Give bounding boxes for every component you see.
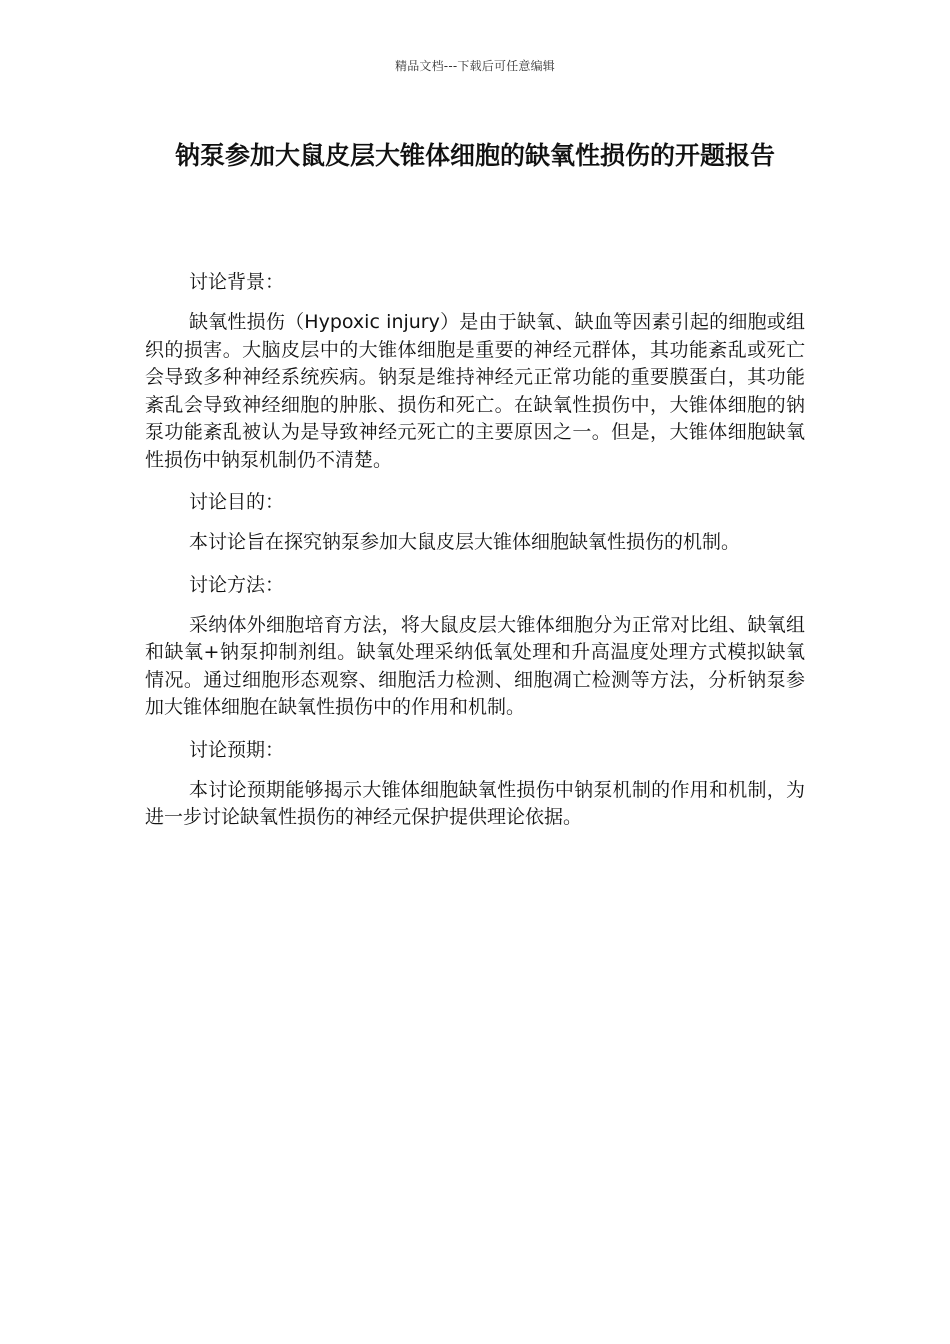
- section-paragraph: 采纳体外细胞培育方法，将大鼠皮层大锥体细胞分为正常对比组、缺氧组和缺氧+钠泵抑制剂组。缺氧处理采纳低氧处理和升高温度处理方式模拟缺氧情况。通过细胞形态观察、细胞活力检测、细胞凋亡检测等方法，分析钠泵参加大锥体细胞在缺氧性损伤中的作用和机制。: [145, 613, 805, 718]
- section-heading: 讨论方法：: [189, 573, 285, 596]
- section-methods: [145, 571, 805, 722]
- section-heading: 讨论背景：: [189, 271, 285, 293]
- section-objective: [145, 488, 805, 557]
- section-heading: 讨论预期：: [189, 738, 285, 761]
- document-body: [145, 268, 805, 846]
- section-paragraph: 缺氧性损伤（Hypoxic injury）是由于缺氧、缺血等因素引起的细胞或组织的损害。大脑皮层中的大锥体细胞是重要的神经元群体，其功能紊乱或死亡会导致多种神经系统疾病。钠泵是维持神经元正常功能的重要膜蛋白，其功能紊乱会导致神经细胞的肿胀、损伤和死亡。在缺氧性损伤中，大锥体细胞的钠泵功能紊乱被认为是导致神经元死亡的主要原因之一。但是，大锥体细胞缺氧性损伤中钠泵机制仍不清楚。: [145, 311, 805, 471]
- section-paragraph: 本讨论预期能够揭示大锥体细胞缺氧性损伤中钠泵机制的作用和机制，为进一步讨论缺氧性损伤的神经元保护提供理论依据。: [145, 778, 805, 828]
- section-background: [145, 268, 805, 474]
- section-expectations: [145, 736, 805, 832]
- section-heading: 讨论目的：: [189, 491, 285, 513]
- document-title: 钠泵参加大鼠皮层大锥体细胞的缺氧性损伤的开题报告: [174, 141, 775, 170]
- page-header-watermark: 精品文档---下载后可任意编辑: [395, 59, 555, 73]
- section-paragraph: 本讨论旨在探究钠泵参加大鼠皮层大锥体细胞缺氧性损伤的机制。: [189, 531, 741, 553]
